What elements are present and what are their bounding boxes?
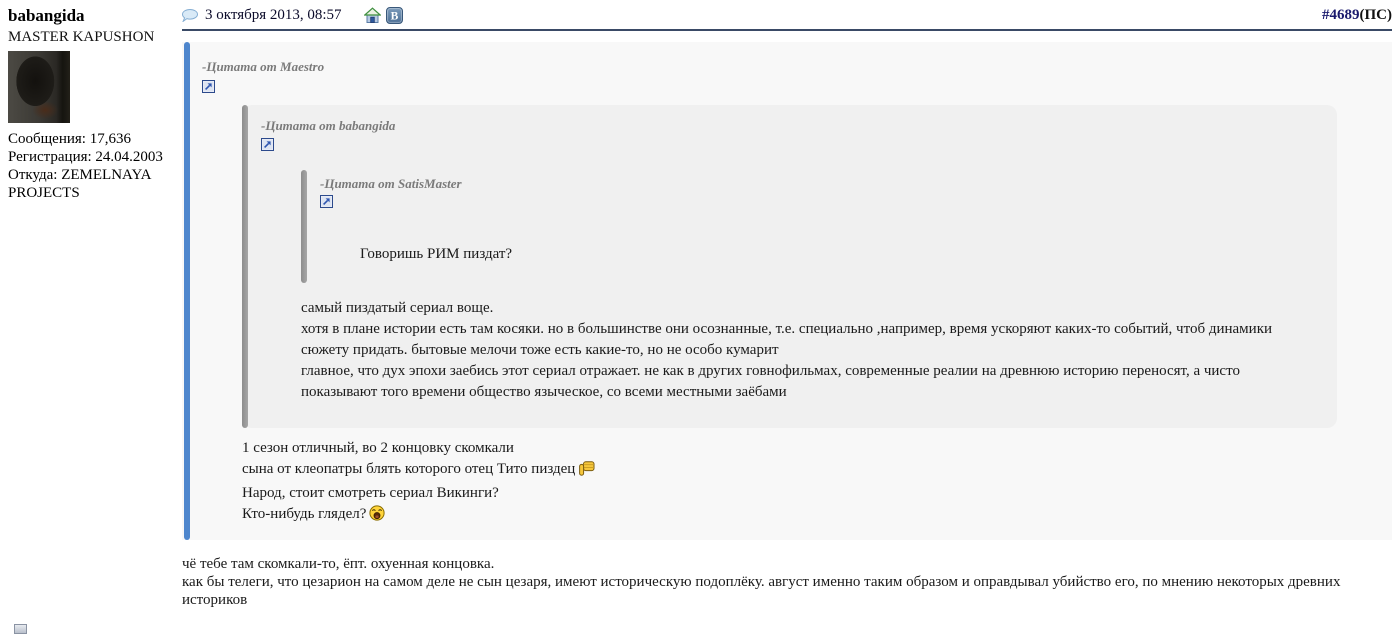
quote-line: Народ, стоит смотреть сериал Викинги? [242,485,499,501]
quote-block-maestro [182,42,1392,540]
post-message [182,555,1378,609]
comment-bubble-icon [182,9,198,22]
quote-cite-satismaster: -Цитата от SatisMaster [320,176,462,191]
quote-line: Кто-нибудь глядел? [242,506,367,522]
post-header [182,2,1392,31]
user-title: MASTER KAPUSHON [8,29,155,45]
user-info-panel [8,6,180,202]
view-post-arrow-icon[interactable] [261,138,274,151]
user-registration-date: Регистрация: 24.04.2003 [8,149,163,165]
post-message-line: чё тебе там скомкали-то, ёпт. охуенная концовка. [182,556,495,572]
quote-line: сына от клеопатры блять которого отец Тито пиздец [242,461,576,477]
vk-icon[interactable] [386,7,403,24]
post-number-suffix: (ПС) [1359,7,1392,23]
username-link[interactable]: babangida [8,6,85,25]
quote-text-satismaster: Говоришь РИМ пиздат? [360,246,513,262]
quote-cite-babangida: -Цитата от babangida [261,118,396,133]
post-message-line: как бы телеги, что цезарион на самом деле не сын цезаря, имеют историческую подоплёку. август именно таким образом и оправдывал убийство его, по мнению некоторых древних историков [182,574,1341,608]
view-post-arrow-icon[interactable] [320,195,333,208]
quote-bar-gray [301,170,307,283]
post-date: 3 октября 2013, 08:57 [205,7,342,23]
avatar[interactable] [8,51,70,123]
quote-block-babangida [242,105,1337,428]
post-number-link[interactable]: #4689 [1322,7,1360,23]
user-posts-count: Сообщения: 17,636 [8,131,131,147]
quote-text-babangida [301,298,1317,403]
quote-block-satismaster [301,170,1291,283]
quote-cite-maestro: -Цитата от Maestro [202,59,325,74]
quote-line: 1 сезон отличный, во 2 концовку скомкали [242,440,514,456]
quote-paragraph: хотя в плане истории есть там косяки. но в большинстве они осознанные, т.е. специально ,например, время ускоряют каких-то событий, чтоб динамики сюжету придать. бытовые мелочи тоже есть какие-то, но не особо кумарит [301,321,1273,358]
thumbs-down-emoji [578,461,595,483]
view-post-arrow-icon[interactable] [202,80,215,93]
post-body [182,0,1392,608]
svg-text:B: B [390,10,398,23]
quote-paragraph: главное, что дух эпохи заебись этот сериал отражает. не как в других говнофильмах, современные реалии на древнюю историю переносят, а чисто показывают того времени общество языческое, со всеми местными заёбами [301,363,1240,400]
user-location: Откуда: ZEMELNAYA PROJECTS [8,167,151,201]
shocked-smiley-emoji [369,505,385,528]
quote-bar-blue [184,42,190,540]
quote-bar-gray [242,105,248,428]
home-icon[interactable] [364,7,381,24]
quote-paragraph: самый пиздатый сериал воще. [301,300,494,316]
next-post-clipped-icon [14,624,27,634]
quote-text-maestro [242,438,595,528]
